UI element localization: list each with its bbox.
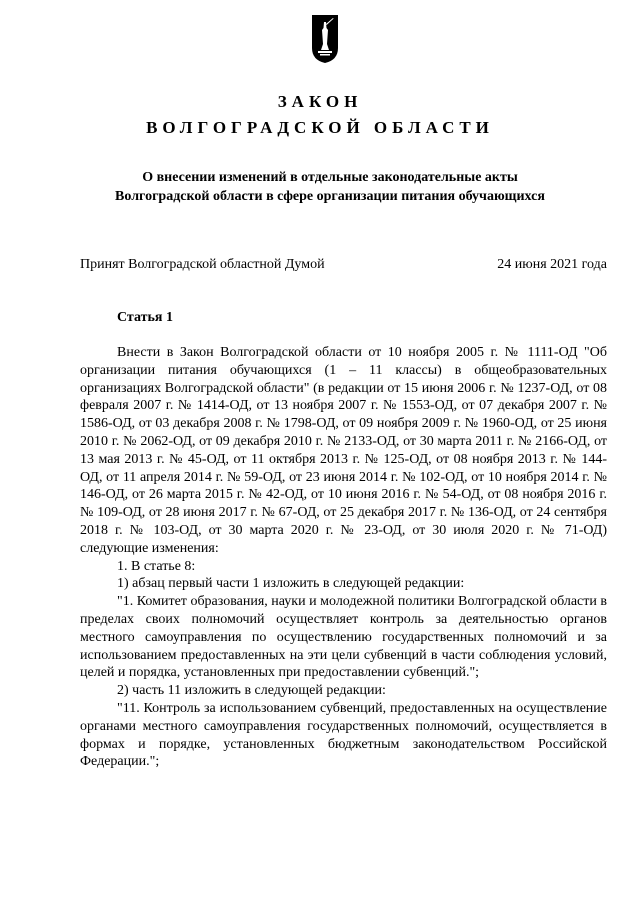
law-title: ЗАКОН xyxy=(277,92,363,111)
body-paragraph: "11. Контроль за использованием субвенций, предоставленных на осуществление органами местного самоуправления государственных полномочий, осуществляется в формах и порядке, установленных бюджетным законодательством Российской Федерации."; xyxy=(80,700,607,770)
article-title: Статья 1 xyxy=(117,310,173,325)
body-paragraph: 1) абзац первый части 1 изложить в следующей редакции: xyxy=(117,576,465,592)
adopted-by: Принят Волгоградской областной Думой xyxy=(80,257,325,272)
body-paragraph: 1. В статье 8: xyxy=(117,558,196,574)
body-paragraph: 2) часть 11 изложить в следующей редакции: xyxy=(117,683,386,699)
region-title: ВОЛГОГРАДСКОЙ ОБЛАСТИ xyxy=(146,118,494,137)
body-paragraph: "1. Комитет образования, науки и молодежной политики Волгоградской области в пределах своих полномочий осуществляет контроль за деятельностью органов местного самоуправления по осуществлению государственных полномочий и за использованием предоставленных на эти цели субвенций в части соблюдения условий, целей и порядка, установленных при предоставлении субвенций."; xyxy=(80,594,607,681)
volgograd-coat-of-arms-icon xyxy=(311,14,339,64)
body-paragraph: Внести в Закон Волгоградской области от 10 ноября 2005 г. № 1111-ОД "Об организации питания обучающихся (1 – 11 классы) в общеобразовательных организациях Волгоградской области" (в редакции от 15 июня 2006 г. № 1237-ОД, от 08 февраля 2007 г. № 1414-ОД, от 13 ноября 2007 г. № 1553-ОД, от 07 декабря 2007 г. № 1586-ОД, от 03 декабря 2008 г. № 1798-ОД, от 09 ноября 2009 г. № 1960-ОД, от 25 июня 2010 г. № 2062-ОД, от 09 декабря 2010 г. № 2133-ОД, от 30 марта 2011 г. № 2166-ОД, от 13 мая 2013 г. № 45-ОД, от 11 октября 2013 г. № 125-ОД, от 08 ноября 2013 г. № 144-ОД, от 11 апреля 2014 г. № 59-ОД, от 23 июня 2014 г. № 102-ОД, от 10 ноября 2014 г. № 146-ОД, от 26 марта 2015 г. № 42-ОД, от 10 июня 2016 г. № 54-ОД, от 08 ноября 2016 г. № 109-ОД, от 28 июня 2017 г. № 67-ОД, от 25 декабря 2017 г. № 136-ОД, от 24 сентября 2018 г. № 103-ОД, от 30 марта 2020 г. № 23-ОД, от 30 июля 2020 г. № 71-ОД) следующие изменения: xyxy=(80,345,607,556)
law-subject-line: О внесении изменений в отдельные законодательные акты xyxy=(142,170,518,185)
adopted-date: 24 июня 2021 года xyxy=(497,257,607,272)
article-body xyxy=(80,344,607,771)
law-subject-line: Волгоградской области в сфере организации питания обучающихся xyxy=(115,189,545,204)
law-subject xyxy=(80,168,580,206)
